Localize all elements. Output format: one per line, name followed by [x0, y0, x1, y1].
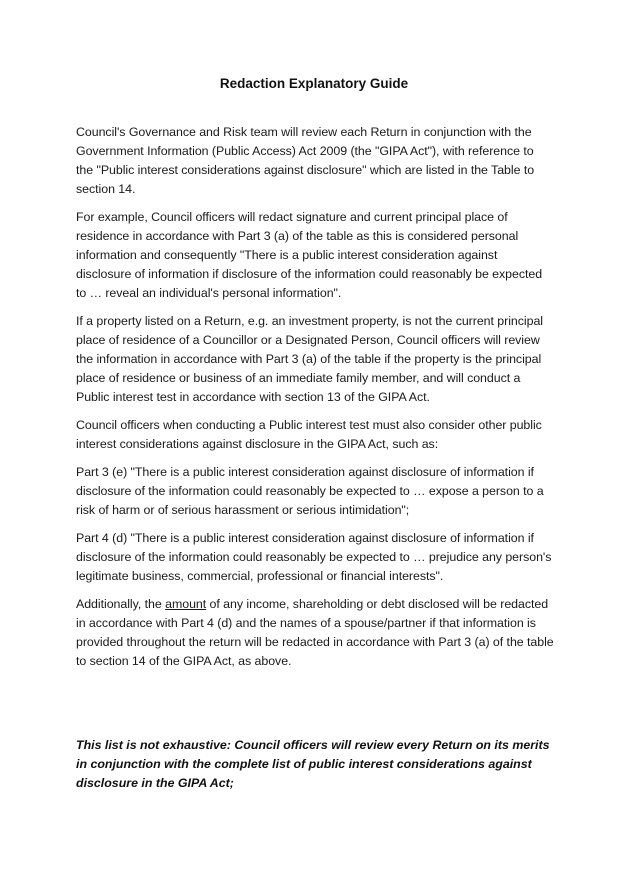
underlined-amount: amount: [165, 597, 207, 611]
paragraph-additionally-after: of any income, shareholding or debt disclosed will be redacted in accordance with Part 4 (d) and the names of a spouse/partner if that information is provided throughout the return will be redacted in accordance with Part 3 (a) of the table to section 14 of the GIPA Act, as above.: [76, 597, 554, 668]
paragraph-part-3e: Part 3 (e) "There is a public interest consideration against disclosure of information if disclosure of the information could reasonably be expected to … expose a person to a risk of harm or of serious harassment or serious intimidation";: [76, 465, 544, 517]
paragraph-property: If a property listed on a Return, e.g. an investment property, is not the current principal place of residence of a Councillor or a Designated Person, Council officers will review the information in accordance with Part 3 (a) of the table if the property is the principal place of residence or business of an immediate family member, and will conduct a Public interest test in accordance with section 13 of the GIPA Act.: [76, 314, 543, 404]
paragraph-intro: Council's Governance and Risk team will review each Return in conjunction with the Government Information (Public Access) Act 2009 (the "GIPA Act"), with reference to the "Public interest considerations against disclosure" which are listed in the Table to section 14.: [76, 125, 535, 196]
exhaustive-note: This list is not exhaustive: Council officers will review every Return on its merits in conjunction with the complete list of public interest considerations against disclosure in the GIPA Act;: [76, 738, 550, 790]
paragraph-additionally-before: Additionally, the: [76, 597, 166, 611]
paragraph-part-4d: Part 4 (d) "There is a public interest consideration against disclosure of information if disclosure of the information could reasonably be expected to … prejudice any person's legitimate business, commercial, professional or financial interests".: [76, 531, 552, 583]
document-body: [76, 123, 554, 680]
paragraph-public-interest-test: Council officers when conducting a Public interest test must also consider other public interest considerations against disclosure in the GIPA Act, such as:: [76, 418, 542, 451]
paragraph-example: For example, Council officers will redact signature and current principal place of residence in accordance with Part 3 (a) of the table as this is considered personal information and consequently "There is a public interest consideration against disclosure of information if disclosure of the information could reasonably be expected to … reveal an individual's personal information".: [76, 210, 543, 300]
paragraph-additionally: [76, 595, 554, 671]
document-title: Redaction Explanatory Guide: [219, 76, 409, 91]
